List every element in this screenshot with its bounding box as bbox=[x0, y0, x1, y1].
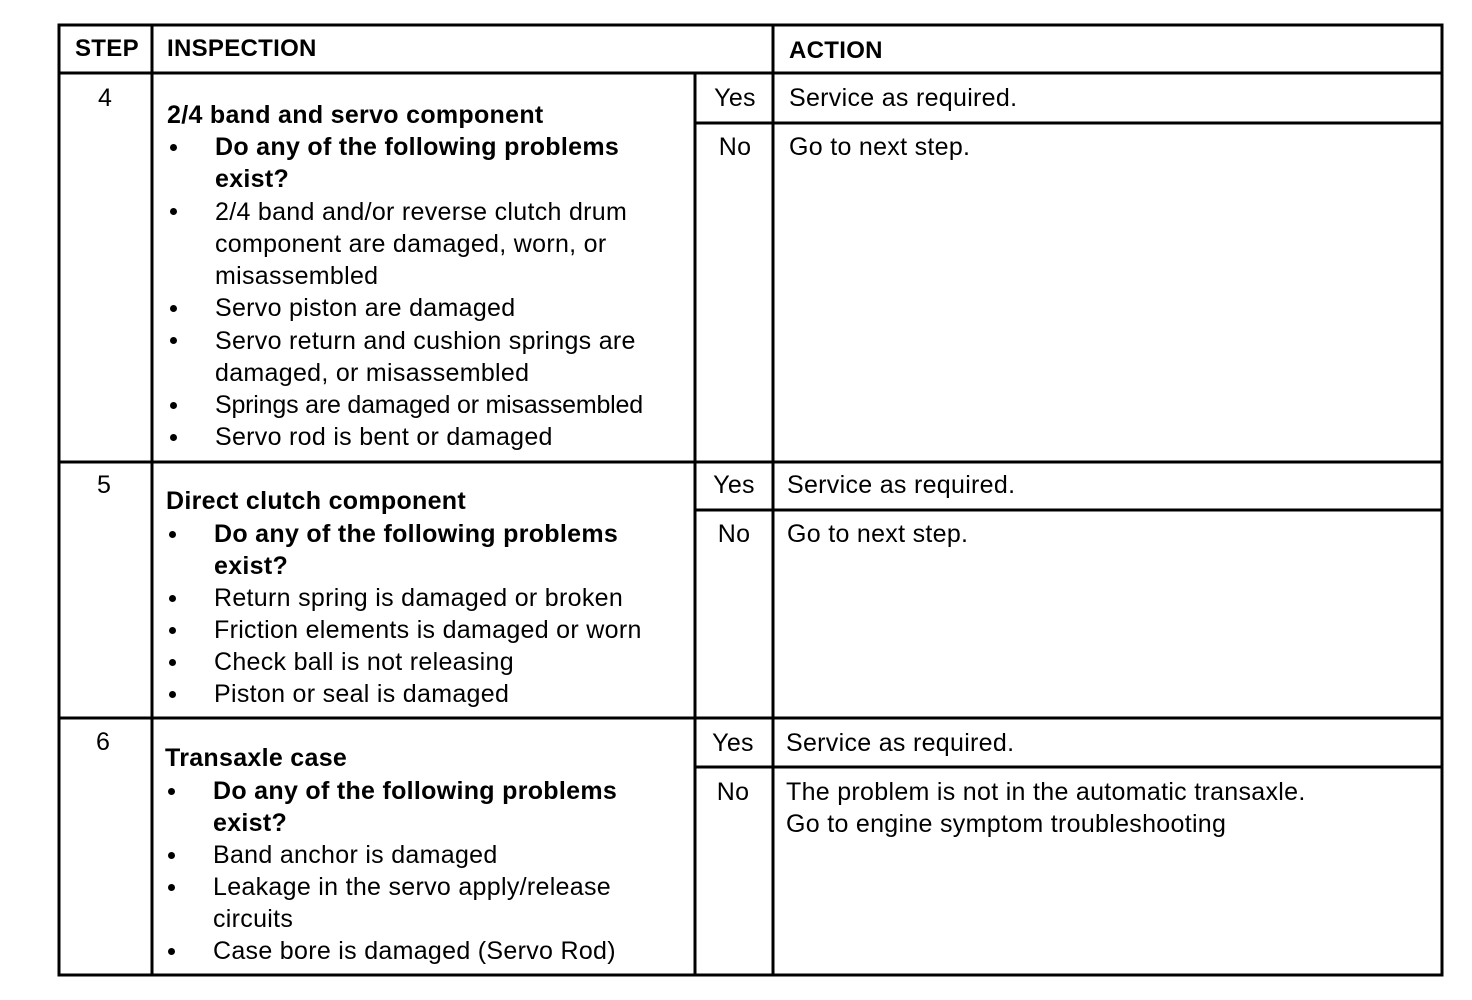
step-number: 5 bbox=[97, 471, 112, 499]
header-inspection: INSPECTION bbox=[167, 35, 317, 62]
header-step: STEP bbox=[75, 35, 139, 62]
question-line: Do any of the following problems bbox=[213, 777, 618, 805]
no-label: No bbox=[717, 520, 751, 548]
item-line: circuits bbox=[213, 905, 294, 933]
bullet-icon bbox=[169, 691, 176, 698]
inspection-title: Transaxle case bbox=[165, 744, 348, 772]
bullet-icon bbox=[170, 402, 177, 409]
item-line: Leakage in the servo apply/release bbox=[213, 873, 611, 901]
bullet-icon bbox=[169, 659, 176, 666]
inspection-title: Direct clutch component bbox=[166, 487, 466, 515]
bullet-icon bbox=[168, 884, 175, 891]
step-number: 4 bbox=[98, 84, 113, 112]
question-line: Do any of the following problems bbox=[214, 520, 619, 548]
item-line: Friction elements is damaged or worn bbox=[214, 616, 642, 644]
yes-action: Service as required. bbox=[786, 729, 1015, 757]
yes-label: Yes bbox=[712, 729, 754, 757]
item-line: component are damaged, worn, or bbox=[215, 230, 607, 258]
bullet-icon bbox=[169, 627, 176, 634]
no-action: Go to next step. bbox=[789, 133, 971, 161]
yes-label: Yes bbox=[713, 471, 755, 499]
bullet-icon bbox=[170, 144, 177, 151]
item-line: misassembled bbox=[215, 262, 379, 290]
question-line: Do any of the following problems bbox=[215, 133, 620, 161]
yes-action: Service as required. bbox=[789, 84, 1018, 112]
item-line: Servo return and cushion springs are bbox=[215, 327, 636, 355]
bullet-icon bbox=[170, 305, 177, 312]
bullet-icon bbox=[169, 531, 176, 538]
bullet-icon bbox=[168, 948, 175, 955]
question-line: exist? bbox=[215, 165, 290, 193]
item-line: damaged, or misassembled bbox=[215, 359, 530, 387]
bullet-icon bbox=[170, 337, 177, 344]
no-action: The problem is not in the automatic transaxle. bbox=[786, 778, 1306, 806]
question-line: exist? bbox=[213, 809, 288, 837]
bullet-icon bbox=[169, 595, 176, 602]
no-label: No bbox=[718, 133, 752, 161]
no-label: No bbox=[716, 778, 750, 806]
item-line: Return spring is damaged or broken bbox=[214, 584, 624, 612]
item-line: Band anchor is damaged bbox=[213, 841, 498, 869]
item-line: Servo piston are damaged bbox=[215, 294, 516, 322]
item-line: 2/4 band and/or reverse clutch drum bbox=[215, 198, 628, 226]
item-line: Springs are damaged or misassembled bbox=[215, 391, 643, 419]
header-action: ACTION bbox=[789, 37, 883, 64]
question-line: exist? bbox=[214, 552, 289, 580]
bullet-icon bbox=[168, 852, 175, 859]
yes-label: Yes bbox=[714, 84, 756, 112]
item-line: Piston or seal is damaged bbox=[214, 680, 510, 708]
step-number: 6 bbox=[96, 728, 111, 756]
item-line: Check ball is not releasing bbox=[214, 648, 514, 676]
item-line: Case bore is damaged (Servo Rod) bbox=[213, 937, 616, 965]
item-line: Servo rod is bent or damaged bbox=[215, 423, 553, 451]
no-action: Go to next step. bbox=[787, 520, 969, 548]
no-action: Go to engine symptom troubleshooting bbox=[786, 810, 1227, 838]
bullet-icon bbox=[170, 208, 177, 215]
bullet-icon bbox=[168, 788, 175, 795]
inspection-title: 2/4 band and servo component bbox=[167, 101, 544, 129]
bullet-icon bbox=[170, 434, 177, 441]
yes-action: Service as required. bbox=[787, 471, 1016, 499]
